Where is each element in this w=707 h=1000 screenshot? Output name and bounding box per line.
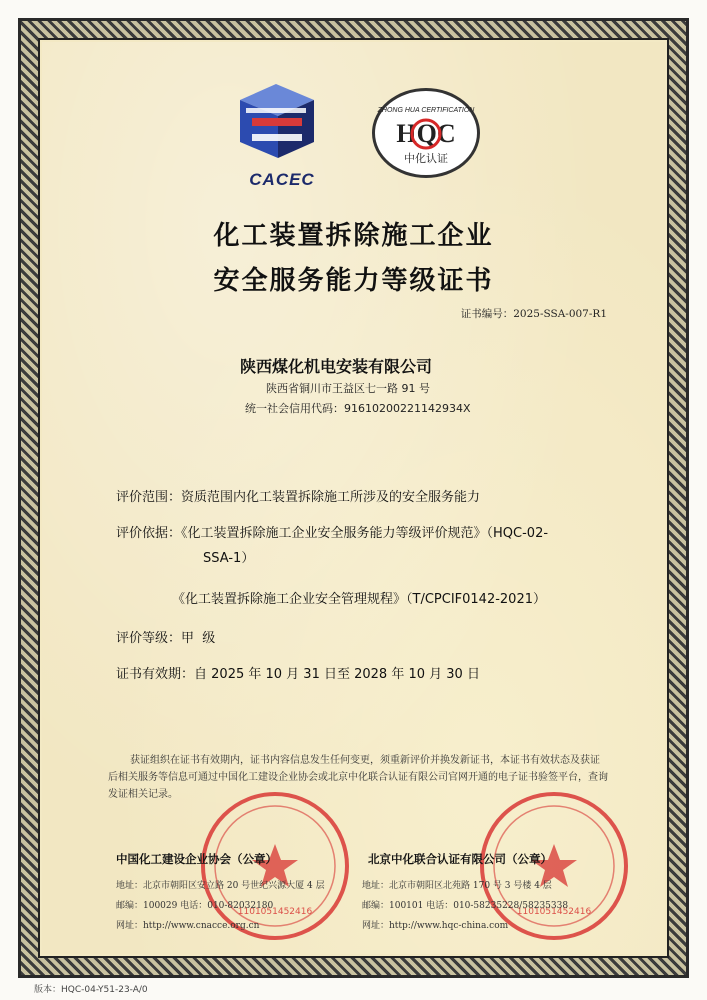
left-issuer-details bbox=[116, 876, 325, 936]
version-label: 版本：HQC-04-Y51-23-A/0 bbox=[34, 985, 148, 995]
validity-label: 证书有效期： bbox=[116, 667, 195, 682]
credit-code: 统一社会信用代码：91610200221142934X bbox=[245, 402, 471, 415]
hqc-ring-text: ZHONG HUA CERTIFICATION bbox=[377, 107, 475, 114]
validity-row bbox=[116, 663, 480, 682]
basis-value-2: 《化工装置拆除施工企业安全管理规程》（T/CPCIF0142-2021） bbox=[172, 592, 546, 607]
right-issuer-postcode-phone: 邮编：100101 电话：010-58235228/58235338 bbox=[362, 901, 569, 911]
hqc-sub-text: 中化认证 bbox=[404, 152, 448, 165]
company-name: 陕西煤化机电安装有限公司 bbox=[240, 357, 433, 376]
right-issuer-address: 地址：北京市朝阳区北苑路 170 号 3 号楼 4 层 bbox=[362, 881, 552, 891]
right-issuer-details bbox=[362, 876, 568, 936]
scope-label: 评价范围： bbox=[116, 490, 182, 505]
basis-row bbox=[116, 522, 548, 541]
basis-row-continued: SSA-1） bbox=[203, 551, 255, 566]
left-issuer-website: 网址：http://www.cnacce.org.cn bbox=[116, 921, 260, 931]
basis-value-1: 《化工装置拆除施工企业安全服务能力等级评价规范》（HQC-02- bbox=[181, 526, 549, 541]
left-issuer-address: 地址：北京市朝阳区安立路 20 号世纪兴源大厦 4 层 bbox=[116, 881, 325, 891]
grade-value: 甲 级 bbox=[181, 631, 216, 646]
notice-paragraph: 获证组织在证书有效期内，证书内容信息发生任何变更，须重新评价并换发新证书，本证书有效状态及获证后相关服务等信息可通过中国化工建设企业协会或北京中化联合认证有限公司官网开通的电子证书验签平台，查询发证相关记录。 bbox=[108, 755, 608, 800]
grade-label: 评价等级： bbox=[116, 631, 182, 646]
right-seal-code: 1101051452416 bbox=[516, 907, 592, 917]
certificate-title-line2: 安全服务能力等级证书 bbox=[213, 266, 494, 296]
scope-row bbox=[116, 486, 480, 505]
left-issuer-postcode-phone: 邮编：100029 电话：010-82032180 bbox=[116, 901, 274, 911]
right-issuer-website: 网址：http://www.hqc-china.com bbox=[362, 921, 509, 931]
cacec-logo-text: CACEC bbox=[249, 170, 315, 189]
certificate-title-line1: 化工装置拆除施工企业 bbox=[213, 221, 494, 251]
certificate-number: 证书编号：2025-SSA-007-R1 bbox=[460, 308, 607, 320]
validity-value: 自 2025 年 10 月 31 日至 2028 年 10 月 30 日 bbox=[194, 667, 480, 682]
basis-label: 评价依据： bbox=[116, 526, 182, 541]
svg-text:HQC: HQC bbox=[396, 119, 456, 148]
scope-value: 资质范围内化工装置拆除施工所涉及的安全服务能力 bbox=[181, 490, 481, 505]
hqc-logo-icon bbox=[374, 92, 478, 180]
left-issuer-name: 中国化工建设企业协会（公章） bbox=[116, 852, 277, 866]
grade-row bbox=[116, 627, 215, 646]
right-issuer-name: 北京中化联合认证有限公司（公章） bbox=[368, 852, 552, 866]
company-address: 陕西省铜川市王益区七一路 91 号 bbox=[266, 382, 430, 395]
left-seal-code: 1101051452416 bbox=[237, 907, 313, 917]
